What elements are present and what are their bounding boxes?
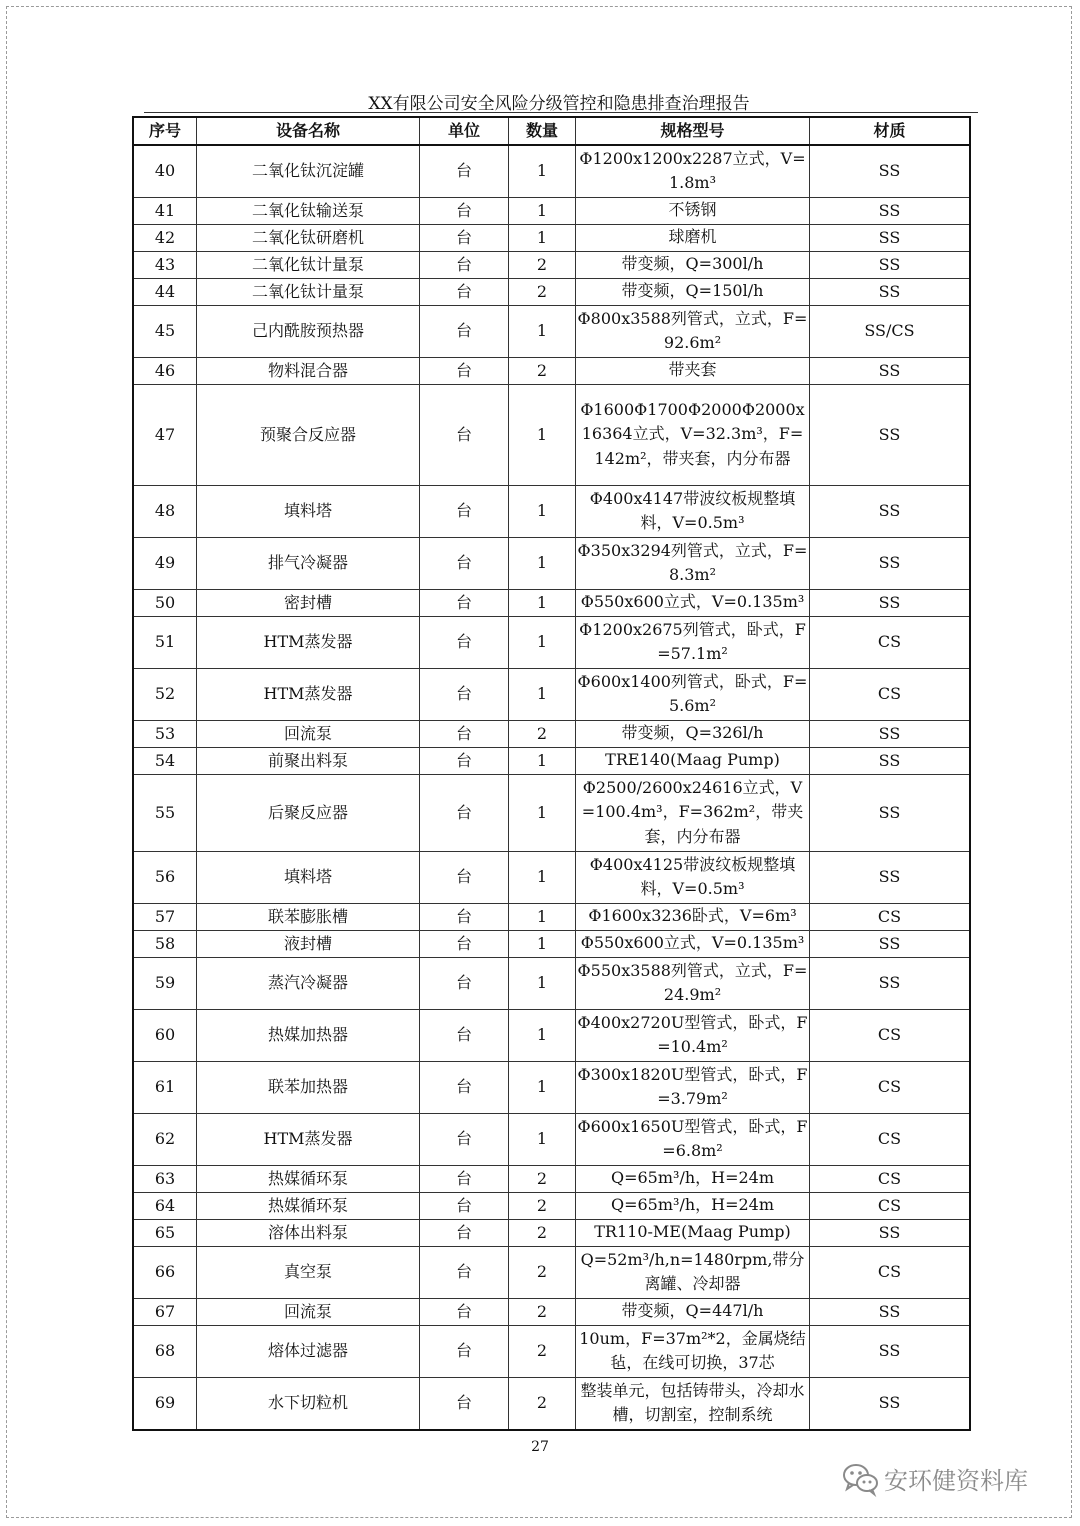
cell-unit: 台 [420, 616, 509, 668]
cell-specification: 带变频，Q=300l/h [576, 251, 810, 278]
table-row [134, 903, 970, 930]
cell-unit: 台 [420, 1377, 509, 1429]
cell-serial: 58 [134, 930, 197, 957]
cell-material: SS [810, 278, 970, 305]
table-row [134, 1113, 970, 1165]
cell-unit: 台 [420, 1298, 509, 1325]
cell-specification: 不锈钢 [576, 197, 810, 224]
cell-quantity: 1 [509, 930, 576, 957]
cell-serial: 57 [134, 903, 197, 930]
cell-serial: 40 [134, 145, 197, 197]
cell-specification: Φ550x600立式，V=0.135m³ [576, 589, 810, 616]
cell-equipment-name: 填料塔 [197, 851, 420, 903]
cell-equipment-name: 液封槽 [197, 930, 420, 957]
cell-quantity: 1 [509, 384, 576, 485]
cell-quantity: 1 [509, 145, 576, 197]
cell-specification: Φ400x2720U型管式，卧式，F=10.4m² [576, 1009, 810, 1061]
table-row [134, 851, 970, 903]
cell-material: SS [810, 357, 970, 384]
cell-serial: 48 [134, 485, 197, 537]
table-row [134, 589, 970, 616]
cell-specification: 带变频，Q=326l/h [576, 720, 810, 747]
cell-quantity: 2 [509, 1325, 576, 1377]
cell-equipment-name: 二氧化钛沉淀罐 [197, 145, 420, 197]
cell-specification: Φ600x1650U型管式，卧式，F=6.8m² [576, 1113, 810, 1165]
cell-material: CS [810, 616, 970, 668]
cell-material: SS [810, 589, 970, 616]
table-row [134, 616, 970, 668]
cell-equipment-name: HTM蒸发器 [197, 668, 420, 720]
cell-specification: 带变频，Q=447l/h [576, 1298, 810, 1325]
cell-equipment-name: 二氧化钛计量泵 [197, 251, 420, 278]
cell-specification: Φ400x4125带波纹板规整填料，V=0.5m³ [576, 851, 810, 903]
cell-quantity: 1 [509, 957, 576, 1009]
cell-equipment-name: 溶体出料泵 [197, 1219, 420, 1246]
cell-unit: 台 [420, 1061, 509, 1113]
cell-unit: 台 [420, 384, 509, 485]
cell-equipment-name: 蒸汽冷凝器 [197, 957, 420, 1009]
cell-unit: 台 [420, 1219, 509, 1246]
cell-equipment-name: 真空泵 [197, 1246, 420, 1298]
cell-equipment-name: 熔体过滤器 [197, 1325, 420, 1377]
cell-serial: 51 [134, 616, 197, 668]
header-specification: 规格型号 [576, 118, 810, 146]
cell-unit: 台 [420, 251, 509, 278]
cell-unit: 台 [420, 145, 509, 197]
table-row [134, 305, 970, 357]
cell-unit: 台 [420, 930, 509, 957]
table-row [134, 668, 970, 720]
cell-unit: 台 [420, 305, 509, 357]
cell-material: SS [810, 774, 970, 851]
cell-quantity: 2 [509, 1192, 576, 1219]
table-row [134, 197, 970, 224]
cell-quantity: 1 [509, 305, 576, 357]
cell-serial: 68 [134, 1325, 197, 1377]
table-row [134, 1192, 970, 1219]
table-row [134, 251, 970, 278]
table-header-row [134, 118, 970, 146]
cell-equipment-name: 后聚反应器 [197, 774, 420, 851]
cell-equipment-name: 联苯加热器 [197, 1061, 420, 1113]
cell-material: CS [810, 1192, 970, 1219]
table-row [134, 384, 970, 485]
cell-material: SS [810, 384, 970, 485]
cell-specification: Φ300x1820U型管式，卧式，F=3.79m² [576, 1061, 810, 1113]
cell-equipment-name: 热媒循环泵 [197, 1165, 420, 1192]
cell-serial: 46 [134, 357, 197, 384]
cell-material: SS [810, 851, 970, 903]
table-row [134, 957, 970, 1009]
cell-equipment-name: HTM蒸发器 [197, 1113, 420, 1165]
title-underline [144, 112, 978, 113]
equipment-table [133, 117, 970, 1430]
table-row [134, 747, 970, 774]
cell-material: CS [810, 1246, 970, 1298]
cell-quantity: 1 [509, 1061, 576, 1113]
cell-unit: 台 [420, 1246, 509, 1298]
cell-material: SS [810, 485, 970, 537]
cell-serial: 54 [134, 747, 197, 774]
cell-quantity: 2 [509, 278, 576, 305]
cell-serial: 49 [134, 537, 197, 589]
cell-material: CS [810, 1009, 970, 1061]
table-body [134, 145, 970, 1429]
cell-material: SS [810, 957, 970, 1009]
cell-serial: 52 [134, 668, 197, 720]
cell-quantity: 1 [509, 1113, 576, 1165]
cell-specification: Φ600x1400列管式，卧式，F=5.6m² [576, 668, 810, 720]
header-material: 材质 [810, 118, 970, 146]
table-row [134, 278, 970, 305]
cell-equipment-name: 己内酰胺预热器 [197, 305, 420, 357]
cell-serial: 64 [134, 1192, 197, 1219]
cell-quantity: 2 [509, 1246, 576, 1298]
cell-serial: 60 [134, 1009, 197, 1061]
cell-unit: 台 [420, 774, 509, 851]
cell-quantity: 1 [509, 616, 576, 668]
cell-equipment-name: 排气冷凝器 [197, 537, 420, 589]
table-row [134, 537, 970, 589]
cell-unit: 台 [420, 1009, 509, 1061]
cell-unit: 台 [420, 1113, 509, 1165]
cell-specification: 10um，F=37m²*2，金属烧结毡，在线可切换，37芯 [576, 1325, 810, 1377]
cell-unit: 台 [420, 485, 509, 537]
table-row [134, 720, 970, 747]
cell-quantity: 2 [509, 357, 576, 384]
cell-quantity: 1 [509, 197, 576, 224]
cell-equipment-name: 预聚合反应器 [197, 384, 420, 485]
table-row [134, 1165, 970, 1192]
cell-equipment-name: 密封槽 [197, 589, 420, 616]
cell-quantity: 2 [509, 1377, 576, 1429]
cell-unit: 台 [420, 537, 509, 589]
cell-quantity: 2 [509, 1165, 576, 1192]
cell-unit: 台 [420, 357, 509, 384]
cell-equipment-name: 热媒加热器 [197, 1009, 420, 1061]
cell-material: SS [810, 930, 970, 957]
cell-unit: 台 [420, 1192, 509, 1219]
cell-specification: Φ1200x1200x2287立式，V=1.8m³ [576, 145, 810, 197]
cell-equipment-name: 回流泵 [197, 720, 420, 747]
table-row [134, 1298, 970, 1325]
cell-unit: 台 [420, 589, 509, 616]
cell-serial: 44 [134, 278, 197, 305]
cell-equipment-name: 填料塔 [197, 485, 420, 537]
cell-specification: Φ800x3588列管式，立式，F=92.6m² [576, 305, 810, 357]
cell-serial: 41 [134, 197, 197, 224]
watermark [840, 1458, 1060, 1498]
table-row [134, 1246, 970, 1298]
cell-material: CS [810, 1165, 970, 1192]
cell-material: CS [810, 1113, 970, 1165]
watermark-text: 安环健资料库 [884, 1466, 1028, 1495]
cell-quantity: 2 [509, 251, 576, 278]
table-row [134, 930, 970, 957]
cell-quantity: 2 [509, 1219, 576, 1246]
cell-specification: Φ1600x3236卧式，V=6m³ [576, 903, 810, 930]
cell-quantity: 1 [509, 903, 576, 930]
cell-unit: 台 [420, 957, 509, 1009]
cell-specification: Φ400x4147带波纹板规整填料，V=0.5m³ [576, 485, 810, 537]
cell-material: SS/CS [810, 305, 970, 357]
cell-serial: 53 [134, 720, 197, 747]
cell-material: SS [810, 1219, 970, 1246]
table-row [134, 485, 970, 537]
cell-material: SS [810, 720, 970, 747]
header-serial: 序号 [134, 118, 197, 146]
cell-serial: 65 [134, 1219, 197, 1246]
table-row [134, 1325, 970, 1377]
cell-serial: 47 [134, 384, 197, 485]
cell-material: SS [810, 1325, 970, 1377]
cell-specification: Q=65m³/h，H=24m [576, 1192, 810, 1219]
cell-quantity: 1 [509, 485, 576, 537]
cell-quantity: 2 [509, 1298, 576, 1325]
cell-equipment-name: 二氧化钛计量泵 [197, 278, 420, 305]
cell-serial: 69 [134, 1377, 197, 1429]
cell-quantity: 1 [509, 589, 576, 616]
cell-specification: 带夹套 [576, 357, 810, 384]
header-equipment-name: 设备名称 [197, 118, 420, 146]
cell-serial: 63 [134, 1165, 197, 1192]
cell-equipment-name: 前聚出料泵 [197, 747, 420, 774]
cell-material: SS [810, 145, 970, 197]
cell-quantity: 1 [509, 851, 576, 903]
wechat-icon [840, 1458, 880, 1498]
cell-specification: Φ1200x2675列管式，卧式，F=57.1m² [576, 616, 810, 668]
cell-specification: TRE140(Maag Pump) [576, 747, 810, 774]
header-unit: 单位 [420, 118, 509, 146]
table-row [134, 145, 970, 197]
cell-serial: 61 [134, 1061, 197, 1113]
cell-material: CS [810, 668, 970, 720]
cell-material: CS [810, 1061, 970, 1113]
cell-unit: 台 [420, 224, 509, 251]
cell-serial: 67 [134, 1298, 197, 1325]
table-row [134, 1061, 970, 1113]
cell-equipment-name: HTM蒸发器 [197, 616, 420, 668]
cell-quantity: 1 [509, 537, 576, 589]
cell-material: SS [810, 251, 970, 278]
cell-serial: 42 [134, 224, 197, 251]
cell-specification: 整装单元，包括铸带头，冷却水槽，切割室，控制系统 [576, 1377, 810, 1429]
cell-equipment-name: 回流泵 [197, 1298, 420, 1325]
cell-specification: Φ1600Φ1700Φ2000Φ2000x16364立式，V=32.3m³，F=142m²，带夹套，内分布器 [576, 384, 810, 485]
cell-specification: 球磨机 [576, 224, 810, 251]
table-row [134, 1377, 970, 1429]
table-row [134, 774, 970, 851]
table-row [134, 1219, 970, 1246]
cell-unit: 台 [420, 747, 509, 774]
cell-specification: Φ550x600立式，V=0.135m³ [576, 930, 810, 957]
cell-specification: 带变频，Q=150l/h [576, 278, 810, 305]
cell-equipment-name: 二氧化钛输送泵 [197, 197, 420, 224]
cell-equipment-name: 物料混合器 [197, 357, 420, 384]
cell-quantity: 1 [509, 774, 576, 851]
table-row [134, 1009, 970, 1061]
cell-material: SS [810, 1377, 970, 1429]
cell-specification: Q=65m³/h，H=24m [576, 1165, 810, 1192]
cell-serial: 59 [134, 957, 197, 1009]
cell-quantity: 1 [509, 1009, 576, 1061]
cell-serial: 43 [134, 251, 197, 278]
cell-quantity: 1 [509, 224, 576, 251]
cell-equipment-name: 联苯膨胀槽 [197, 903, 420, 930]
cell-unit: 台 [420, 278, 509, 305]
cell-equipment-name: 二氧化钛研磨机 [197, 224, 420, 251]
header-quantity: 数量 [509, 118, 576, 146]
document-title: XX有限公司安全风险分级管控和隐患排查治理报告 [368, 94, 750, 114]
cell-material: CS [810, 903, 970, 930]
cell-material: SS [810, 224, 970, 251]
cell-serial: 55 [134, 774, 197, 851]
cell-equipment-name: 水下切粒机 [197, 1377, 420, 1429]
table-row [134, 357, 970, 384]
cell-serial: 50 [134, 589, 197, 616]
cell-specification: TR110-ME(Maag Pump) [576, 1219, 810, 1246]
cell-quantity: 2 [509, 720, 576, 747]
cell-specification: Q=52m³/h,n=1480rpm,带分离罐、冷却器 [576, 1246, 810, 1298]
cell-specification: Φ2500/2600x24616立式，V=100.4m³，F=362m²，带夹套，内分布器 [576, 774, 810, 851]
cell-unit: 台 [420, 851, 509, 903]
cell-material: SS [810, 1298, 970, 1325]
cell-unit: 台 [420, 197, 509, 224]
table-row [134, 224, 970, 251]
cell-material: SS [810, 197, 970, 224]
cell-specification: Φ350x3294列管式，立式，F=8.3m² [576, 537, 810, 589]
cell-equipment-name: 热媒循环泵 [197, 1192, 420, 1219]
cell-material: SS [810, 747, 970, 774]
cell-material: SS [810, 537, 970, 589]
page-number: 27 [531, 1439, 549, 1455]
cell-unit: 台 [420, 668, 509, 720]
cell-unit: 台 [420, 903, 509, 930]
cell-unit: 台 [420, 720, 509, 747]
cell-specification: Φ550x3588列管式，立式，F=24.9m² [576, 957, 810, 1009]
cell-serial: 62 [134, 1113, 197, 1165]
cell-unit: 台 [420, 1165, 509, 1192]
cell-quantity: 1 [509, 668, 576, 720]
cell-serial: 45 [134, 305, 197, 357]
cell-serial: 56 [134, 851, 197, 903]
cell-quantity: 1 [509, 747, 576, 774]
cell-unit: 台 [420, 1325, 509, 1377]
cell-serial: 66 [134, 1246, 197, 1298]
